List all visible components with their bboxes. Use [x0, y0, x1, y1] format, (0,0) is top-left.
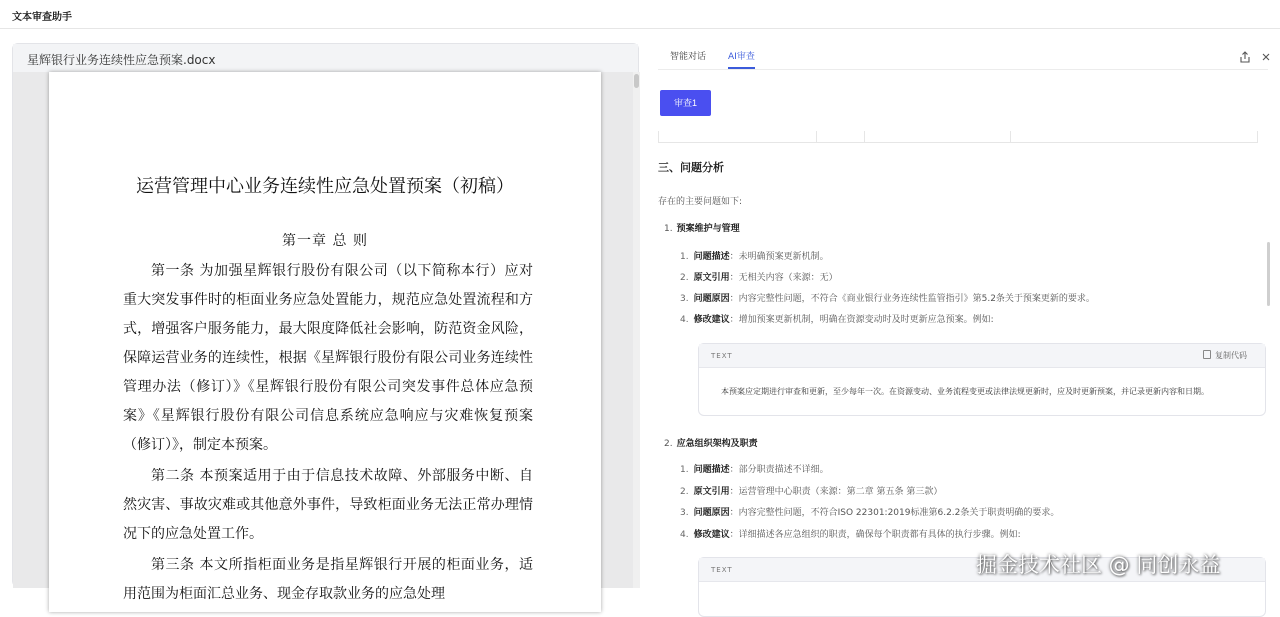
tab-smart-chat[interactable]: 智能对话 — [670, 52, 707, 62]
item-label: 问题描述 — [693, 252, 730, 262]
section-title: 三、问题分析 — [658, 161, 724, 174]
issue-title — [664, 221, 740, 234]
item-number: 4. — [680, 315, 689, 325]
code-block — [698, 343, 1266, 416]
item-label: 原文引用 — [693, 487, 730, 497]
issue-item — [680, 527, 1021, 540]
document-page — [49, 72, 601, 612]
document-paragraph: 第三条 本文所指柜面业务是指星辉银行开展的柜面业务，适用范围为柜面汇总业务、现金存取款业务的应急处理 — [123, 557, 533, 602]
item-text: ：内容完整性问题，不符合ISO 22301:2019标准第6.2.2条关于职责明确的要求。 — [729, 508, 1060, 518]
item-number: 3. — [680, 294, 689, 304]
issue-item — [680, 505, 1059, 518]
item-text: ：无相关内容（来源：无） — [729, 273, 838, 283]
item-number: 1. — [680, 465, 689, 475]
issue-title — [664, 436, 758, 449]
item-number: 2. — [680, 273, 689, 283]
item-label: 问题描述 — [693, 465, 730, 475]
review-button[interactable]: 审查1 — [660, 90, 711, 116]
copy-code-label: 复制代码 — [1215, 351, 1247, 360]
document-title: 运营管理中心业务连续性应急处置预案（初稿） — [136, 176, 514, 197]
document-scrollbar[interactable] — [633, 72, 640, 588]
issue-item — [680, 462, 829, 475]
document-viewport[interactable] — [13, 72, 640, 602]
intro-text: 存在的主要问题如下: — [658, 197, 743, 207]
issue-item — [680, 312, 994, 325]
item-label: 问题原因 — [693, 294, 730, 304]
assistant-tabs — [670, 49, 755, 69]
item-text: ：详细描述各应急组织的职责，确保每个职责都有具体的执行步骤。例如: — [729, 530, 1021, 540]
copy-icon — [1203, 350, 1211, 359]
issue-item — [680, 270, 838, 283]
assistant-panel — [648, 29, 1280, 595]
table-fragment — [658, 131, 1258, 143]
assistant-scrollbar[interactable] — [1267, 242, 1270, 306]
top-bar — [0, 0, 1280, 29]
code-header — [699, 344, 1265, 368]
document-paragraph: 第二条 本预案适用于由于信息技术故障、外部服务中断、自然灾害、事故灾难或其他意外事件，导致柜面业务无法正常办理情况下的应急处置工作。 — [123, 468, 533, 542]
item-text: ：运营管理中心职责（来源：第二章 第五条 第三款） — [729, 487, 943, 497]
item-number: 4. — [680, 530, 689, 540]
item-number: 3. — [680, 508, 689, 518]
document-filename: 星辉银行业务连续性应急预案.docx — [13, 44, 638, 72]
document-chapter: 第一章 总 则 — [282, 233, 368, 249]
issue-item — [680, 484, 942, 497]
item-text: ：增加预案更新机制，明确在资源变动时及时更新应急预案。例如: — [729, 315, 994, 325]
item-label: 修改建议 — [693, 315, 730, 325]
watermark: 掘金技术社区 @ 同创永益 — [976, 553, 1221, 577]
issue-item — [680, 291, 1095, 304]
close-icon[interactable] — [1260, 51, 1272, 65]
item-number: 2. — [680, 487, 689, 497]
item-label: 修改建议 — [693, 530, 730, 540]
document-paragraph: 第一条 为加强星辉银行股份有限公司（以下简称本行）应对重大突发事件时的柜面业务应急处置能力，规范应急处置流程和方式，增强客户服务能力，最大限度降低社会影响，防范资金风险，保障运营业务的连续性，根据《星辉银行股份有限公司业务连续性管理办法（修订）》《星辉银行股份有限公司突发事件总体应急预案》《星辉银行股份有限公司信息系统应急响应与灾难恢复预案（修订）》，制定本预案。 — [123, 263, 533, 453]
review-content — [658, 151, 1270, 595]
document-scrollbar-thumb[interactable] — [634, 74, 639, 88]
document-body — [123, 257, 533, 611]
item-label: 问题原因 — [693, 508, 730, 518]
copy-code-button[interactable] — [1203, 350, 1247, 361]
tabs-divider — [658, 69, 1268, 70]
issue-item — [680, 249, 829, 262]
issue-number: 2. — [664, 439, 673, 449]
document-panel — [12, 43, 639, 602]
issue-number: 1. — [664, 224, 673, 234]
share-icon[interactable] — [1238, 51, 1252, 65]
item-label: 原文引用 — [693, 273, 730, 283]
item-text: ：部分职责描述不详细。 — [729, 465, 829, 475]
item-text: ：内容完整性问题，不符合《商业银行业务连续性监管指引》第5.2条关于预案更新的要求。 — [729, 294, 1095, 304]
code-language: TEXT — [711, 566, 733, 574]
item-number: 1. — [680, 252, 689, 262]
tab-ai-review[interactable]: AI审查 — [728, 49, 755, 69]
code-text: 本预案应定期进行审查和更新，至少每年一次。在资源变动、业务流程变更或法律法规更新时，应及时更新预案，并记录更新内容和日期。 — [721, 387, 1209, 396]
item-text: ：未明确预案更新机制。 — [729, 252, 829, 262]
issue-title-text: 应急组织架构及职责 — [676, 439, 758, 449]
code-language: TEXT — [711, 352, 733, 360]
app-title: 文本审查助手 — [12, 12, 72, 23]
issue-title-text: 预案维护与管理 — [676, 224, 740, 234]
